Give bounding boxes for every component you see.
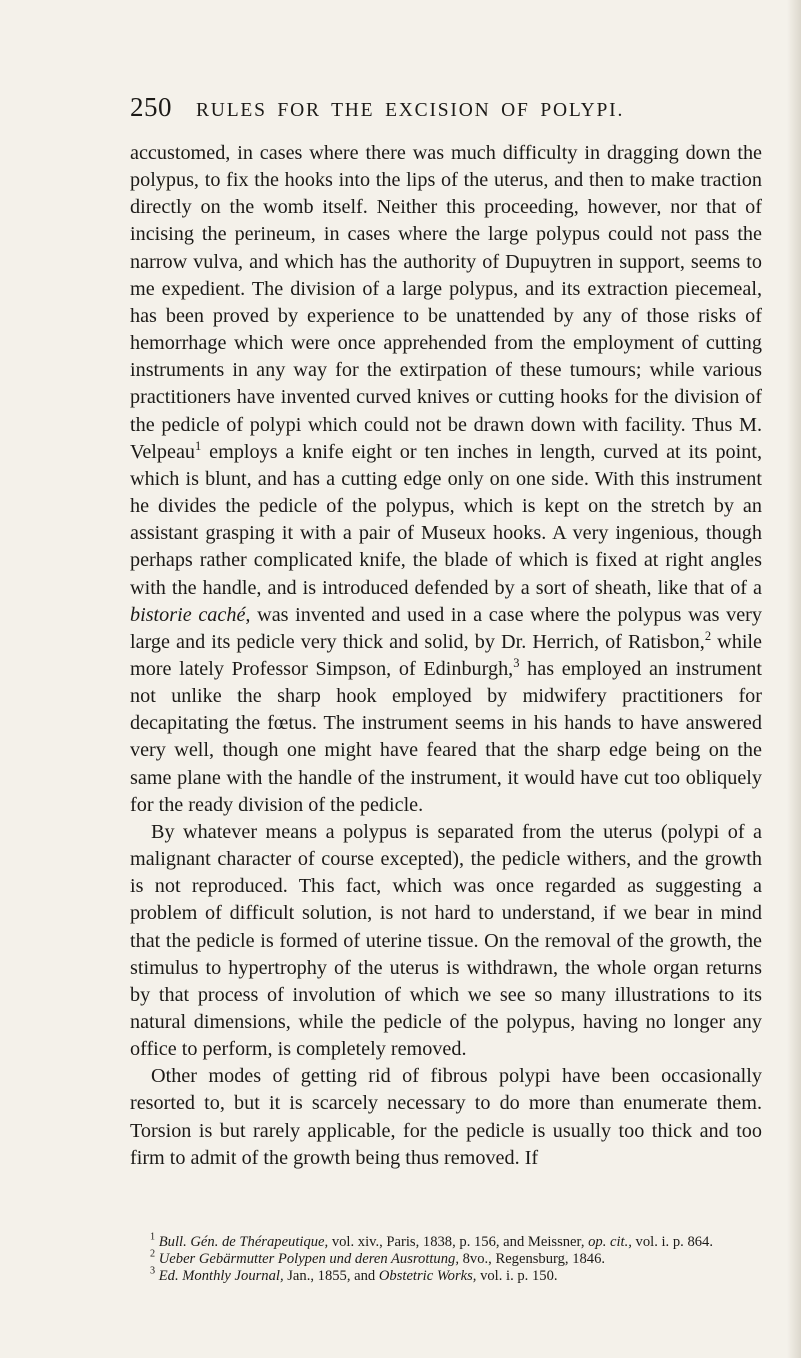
italic-term: bistorie caché, (130, 603, 251, 626)
paragraph-continued: accustomed, in cases where there was much difficulty in dragging down the polypus, to fix the hooks into the lips of the uterus, and then to make traction directly on the womb itself. Neither this proceeding, however, nor that of incising the perineum, in cases where the large polypus could not pass the narrow vulva, and which has the authority of Dupuytren in support, seems to me expedient. The division of a large polypus, and its extraction piecemeal, has been proved by experience to be unattended by any of those risks of hemorrhage which were once apprehended from the employment of cutting instruments in any way for the extirpation of these tumours; while various practitioners have invented curved knives or cutting hooks for the division of the pedicle of polypi which could not be drawn down with facility. Thus M. Velpeau$^1$ employs a knife eight or ten inches in length, curved at its point, which is blunt, and has a cutting edge only on one side. With this instrument he divides the pedicle of the polypus, which is kept on the stretch by an assistant grasping it with a pair of Museux hooks. A very ingenious, though perhaps rather complicated knife, the blade of which is fixed at right angles with the handle, and is introduced defended by a sort of sheath, like that of a bistorie caché, was invented and used in a case where the polypus was very large and its pedicle very thick and solid, by Dr. Herrich, of Ratisbon,$^2$ while more lately Professor Simpson, of Edinburgh,$^3$ has employed an instrument not unlike the sharp hook employed by midwifery practitioners for decapitating the fœtus. The instrument seems in his hands to have answered very well, though one might have feared that the sharp edge being on the same plane with the handle of the instrument, it would have cut too obliquely for the ready division of the pedicle. (130, 142, 763, 816)
page-number: 250 (130, 92, 172, 122)
running-head: RULES FOR THE EXCISION OF POLYPI. (196, 100, 625, 121)
paragraph: By whatever means a polypus is separated from the uterus (polypi of a malignant character of course excepted), the pedicle withers, and the growth is not reproduced. This fact, which was once regarded as suggesting a problem of difficult solution, is not hard to understand, if we bear in mind that the pedicle is formed of uterine tissue. On the removal of the growth, the stimulus to hypertrophy of the uterus is withdrawn, the whole organ returns by that process of involution of which we see so many illustrations to its natural dimensions, while the pedicle of the polypus, having no longer any office to perform, is completely removed. (130, 820, 762, 1061)
page-edge-shadow (787, 0, 801, 1358)
paragraph: Other modes of getting rid of fibrous polypi have been occasionally resorted to, but it is scarcely necessary to do more than enumerate them. Torsion is but rarely applicable, for the pedicle is usually too thick and too firm to admit of the growth being thus removed. If (130, 1065, 762, 1169)
body-text (130, 140, 762, 1172)
footnote-ref-2: 2 (704, 628, 712, 643)
page-header (130, 92, 770, 122)
footnote-ref-3: 3 (513, 655, 520, 670)
footnote-ref-1: 1 (195, 438, 202, 453)
footnotes (130, 1231, 766, 1284)
footnote-3: $^3$ Ed. Monthly Journal, Jan., 1855, and Obstetric Works, vol. i. p. 150. (150, 1264, 558, 1284)
footnote-1: $^1$ Bull. Gén. de Thérapeutique, vol. xiv., Paris, 1838, p. 156, and Meissner, op. cit., vol. i. p. 864. (150, 1231, 713, 1250)
footnote-2: $^2$ Ueber Gebärmutter Polypen und deren Ausrottung, 8vo., Regensburg, 1846. (150, 1248, 606, 1267)
